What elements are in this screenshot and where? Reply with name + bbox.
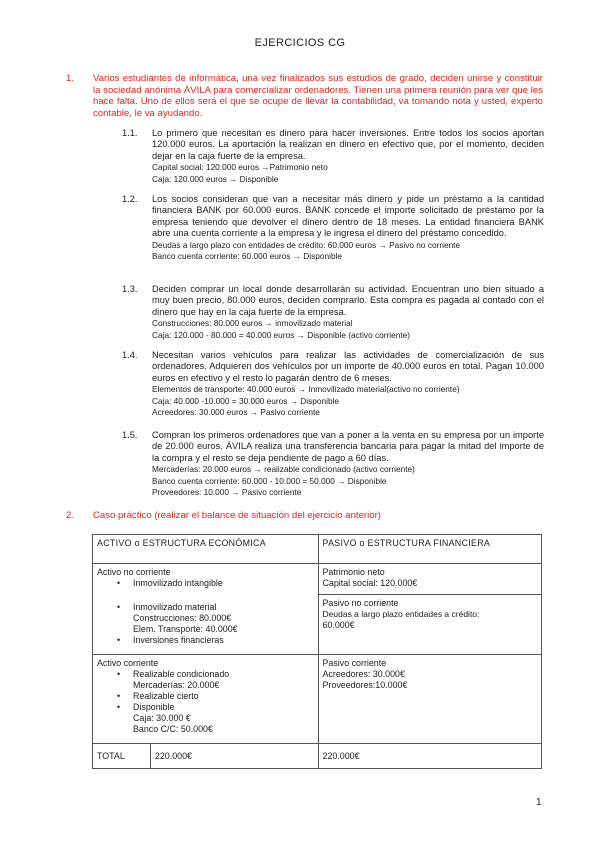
- activo-corriente-list: [97, 669, 314, 735]
- item-note: Elementos de transporte: 40.000 euros → Inmovilizado material(activo no corriente): [152, 384, 460, 395]
- activo-corriente-title: Activo corriente: [97, 658, 159, 668]
- item-number: 1.3.: [122, 284, 138, 294]
- patrimonio-neto-title: Patrimonio neto: [322, 567, 385, 577]
- table-row: [93, 655, 542, 744]
- total-pasivo: 220.000€: [318, 744, 541, 769]
- item-note: Mercaderías: 20.000 euros → realizable condicionado (activo corriente): [152, 464, 415, 475]
- item-number: 1.5.: [122, 430, 138, 440]
- proveedores-value: Proveedores:10.000€: [322, 680, 408, 690]
- item-note: Banco cuenta corriente: 60.000 - 10.000 = 50.000 → Disponible: [152, 475, 387, 486]
- deudas-label: Deudas a largo plazo entidades a crédito:: [322, 609, 480, 619]
- table-row: [93, 564, 542, 595]
- exercise-2-number: 2.: [66, 510, 75, 521]
- activo-header: ACTIVO o ESTRUCTURA ECONÓMICA: [93, 535, 319, 564]
- total-row: [93, 744, 542, 769]
- item-text: Los socios consideran que van a necesitar más dinero y pide un préstamo a la cantidad financiera BANK por 60.000 euros. BANK concede el importe solicitado de préstamo por la empresa teniendo que devolver el dinero dentro de 18 meses. La entidad financiera BANK abre una cuenta corriente a la empresa y le ingresa el dinero del préstamo concedido.: [152, 194, 544, 239]
- item-note: Construcciones: 80.000 euros → inmovilizado material: [152, 318, 353, 329]
- mercaderias-value: Mercaderías: 20.000€: [133, 680, 220, 690]
- pasivo-no-corriente-title: Pasivo no corriente: [322, 598, 399, 608]
- construcciones-value: Construcciones: 80.000€: [133, 613, 232, 623]
- exercise-1-text: Varios estudiantes de informática, una vez finalizados sus estudios de grado, deciden unirse y constituir la sociedad anónima ÁVILA para comercializar ordenadores. Tienen una primera reunión para ver que les hace falta. Uno de ellos será el que se ocupe de llevar la contabilidad, va tomando nota y usted, experto contable, le va ayudando.: [93, 73, 543, 119]
- disponible-label: Disponible: [133, 702, 175, 712]
- list-item: [133, 702, 314, 735]
- capital-social-value: Capital social: 120.000€: [322, 578, 418, 588]
- item-note: Proveedores: 10.000 → Pasivo corriente: [152, 487, 302, 498]
- activo-corriente-cell: [93, 655, 319, 744]
- acreedores-value: Acreedores: 30.000€: [322, 669, 405, 679]
- item-number: 1.4.: [122, 350, 138, 360]
- item-note: Acreedores: 30.000 euros → Pasivo corriente: [152, 407, 320, 418]
- list-item: • Realizable cierto: [133, 691, 314, 702]
- activo-no-corriente-title: Activo no corriente: [97, 567, 171, 577]
- page-title: EJERCICIOS CG: [254, 37, 346, 49]
- list-item: • Inmovilizado intangible: [133, 578, 314, 589]
- transporte-value: Elem. Transporte: 40.000€: [133, 624, 238, 634]
- pasivo-no-corriente-cell: [318, 595, 541, 655]
- pasivo-corriente-title: Pasivo corriente: [322, 658, 387, 668]
- item-number: 1.2.: [122, 194, 138, 204]
- banco-value: Banco C/C: 50.000€: [133, 724, 213, 734]
- item-note: Capital social: 120.000 euros →Patrimonio neto: [152, 162, 328, 173]
- item-text: Compran los primeros ordenadores que van a poner a la venta en su empresa por un importe de 20.000 euros. ÁVILA realiza una transferencia bancaria para pagar la mitad del importe de la compra y el resto se deja pendiente de pago a 60 días.: [152, 430, 544, 463]
- activo-no-corriente-list: [97, 578, 314, 589]
- deudas-value: 60.000€: [322, 620, 355, 630]
- caja-value: Caja: 30.000 €: [133, 713, 191, 723]
- list-item: [133, 669, 314, 691]
- item-number: 1.1.: [122, 128, 138, 138]
- item-text: Lo primero que necesitan es dinero para hacer inversiones. Entre todos los socios aportan 120.000 euros. La aportación la realizan en dinero en efectivo que, por el momento, deciden dejar en la caja fuerte de la empresa.: [152, 128, 544, 161]
- item-note: Caja: 120.000 - 80.000 = 40.000 euros → Disponible (activo corriente): [152, 329, 411, 340]
- material-label: Inmovilizado material: [133, 602, 217, 612]
- total-label: TOTAL: [93, 744, 151, 769]
- item-note: Caja: 40.000 -10.000 = 30.000 euros → Disponible: [152, 395, 340, 406]
- item-note: Deudas a largo plazo con entidades de crédito: 60.000 euros → Pasivo no corriente: [152, 239, 461, 250]
- balance-sheet-table: [92, 534, 542, 769]
- page-number: 1: [536, 797, 542, 808]
- exercise-2-text: Caso práctico (realizar el balance de situación del ejercicio anterior): [93, 510, 381, 521]
- inmovilizado-material-list: [97, 602, 314, 646]
- list-item: [133, 602, 314, 635]
- item-note: Caja: 120.000 euros → Disponible: [152, 173, 279, 184]
- activo-no-corriente-cell: [93, 564, 319, 655]
- item-text: Deciden comprar un local donde desarrollarán su actividad. Encuentran uno bien situado a muy buen precio, 80.000 euros, deciden comprarlo. Esta compra es pagada al contado con el dinero que hay en la caja fuerte de la empresa.: [152, 284, 544, 317]
- pasivo-header: PASIVO o ESTRUCTURA FINANCIERA: [318, 535, 541, 564]
- realizable-condicionado-label: Realizable condicionado: [133, 669, 230, 679]
- exercise-1-number: 1.: [66, 73, 75, 84]
- pasivo-corriente-cell: [318, 655, 541, 744]
- table-header-row: [93, 535, 542, 564]
- total-activo: 220.000€: [150, 744, 318, 769]
- patrimonio-neto-cell: [318, 564, 541, 595]
- item-text: Necesitan varios vehículos para realizar las actividades de comercialización de sus ordenadores. Adquieren dos vehículos por un importe de 40.000 euros en total. Pagan 10.000 euros en efectivo y el resto lo pagarán dentro de 6 meses.: [152, 350, 544, 383]
- list-item: • Inversiones financieras: [133, 635, 314, 646]
- item-note: Banco cuenta corriente: 60.000 euros → Disponible: [152, 251, 343, 262]
